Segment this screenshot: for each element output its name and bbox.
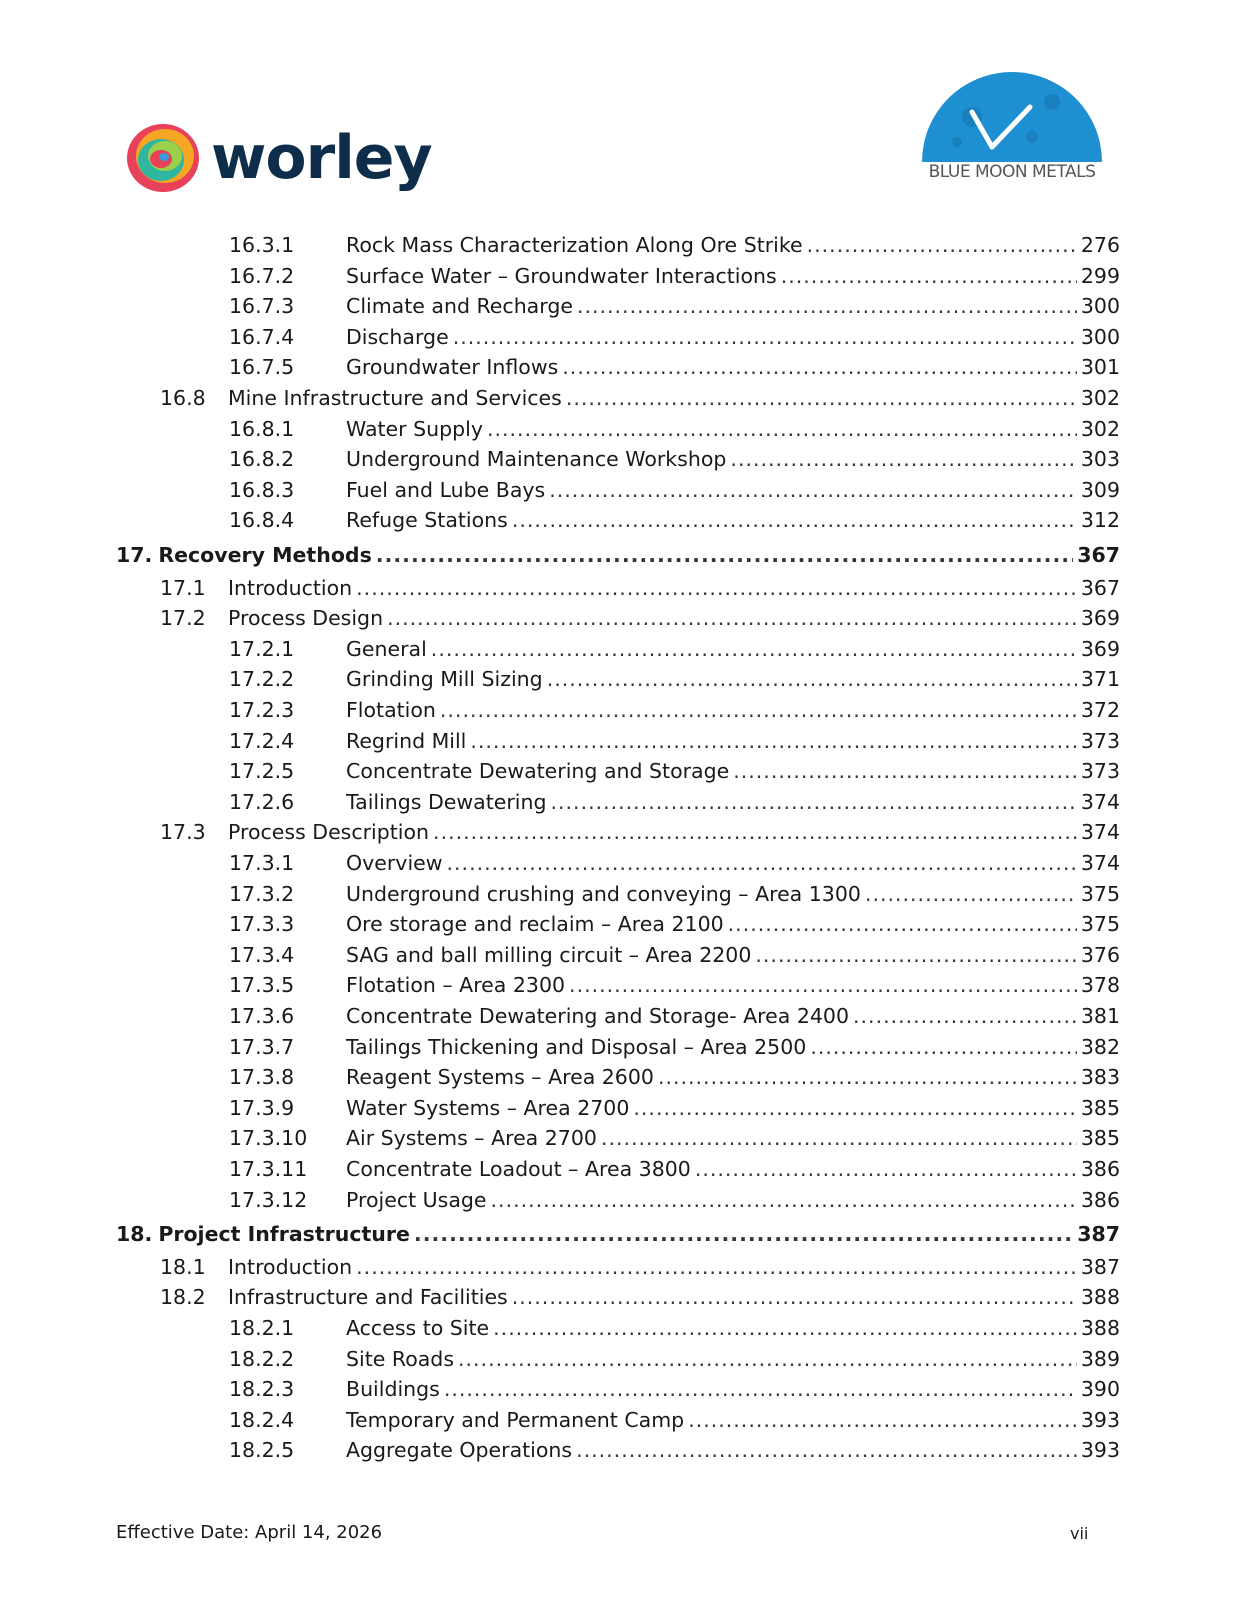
toc-entry[interactable] (160, 1282, 1120, 1312)
toc-dot-leader (512, 1282, 1077, 1312)
toc-entry-title: Rock Mass Characterization Along Ore Strike (346, 233, 803, 257)
toc-entry-number: 18.2 (160, 1285, 206, 1310)
toc-entry[interactable] (229, 756, 1120, 786)
toc-dot-leader (695, 1154, 1077, 1184)
worley-swirl-icon (125, 120, 201, 196)
toc-entry[interactable] (229, 1123, 1120, 1153)
toc-dot-leader (491, 1185, 1077, 1215)
toc-entry-title: Process Design (228, 606, 384, 631)
toc-entry-page: 372 (1080, 698, 1120, 722)
toc-entry-title: Site Roads (346, 1346, 454, 1371)
toc-entry-number: 18.2.3 (229, 1377, 295, 1402)
toc-dot-leader (569, 970, 1077, 1000)
toc-entry-number: 17.2.5 (229, 759, 295, 784)
toc-entry-number: 17.3.10 (229, 1126, 308, 1151)
blue-moon-metals-logo (912, 62, 1112, 192)
toc-dot-leader (688, 1405, 1077, 1435)
toc-entry-title: Temporary and Permanent Camp (346, 1407, 685, 1432)
toc-entry-page: 373 (1080, 728, 1120, 753)
toc-entry-title: Surface Water – Groundwater Interactions (346, 263, 777, 288)
toc-entry-page: 385 (1080, 1095, 1120, 1120)
toc-entry-number: 18.2.2 (229, 1346, 295, 1371)
toc-dot-leader (356, 1252, 1077, 1282)
toc-entry[interactable] (229, 505, 1120, 535)
toc-entry[interactable] (229, 230, 1120, 260)
toc-entry-number: 17.2.3 (229, 698, 295, 722)
toc-entry-number: 17.3.3 (229, 912, 295, 937)
toc-entry-number: 16.8.2 (229, 447, 295, 472)
toc-dot-leader (562, 352, 1077, 382)
toc-entry[interactable] (116, 1219, 1120, 1249)
toc-entry-title: Buildings (346, 1377, 440, 1402)
toc-entry[interactable] (229, 848, 1120, 878)
toc-entry-title: SAG and ball milling circuit – Area 2200 (346, 942, 752, 967)
toc-dot-leader (356, 573, 1077, 603)
toc-entry[interactable] (229, 695, 1120, 725)
toc-entry-title: Climate and Recharge (346, 294, 573, 319)
toc-entry-title: Overview (346, 851, 443, 875)
toc-entry-number: 17.3.5 (229, 973, 295, 998)
toc-dot-leader (566, 383, 1077, 413)
toc-entry-page: 300 (1080, 294, 1120, 319)
toc-entry-title: Underground crushing and conveying – Area 1300 (346, 881, 861, 906)
toc-entry-page: 383 (1080, 1065, 1120, 1090)
toc-dot-leader (458, 1344, 1077, 1374)
toc-entry-title: Access to Site (346, 1316, 490, 1340)
toc-entry-number: 17.3.1 (229, 851, 295, 875)
toc-entry-number: 17.3.11 (229, 1157, 308, 1181)
toc-dot-leader (549, 475, 1077, 505)
toc-entry-page: 375 (1080, 881, 1120, 906)
toc-entry-page: 374 (1080, 820, 1120, 845)
toc-dot-leader (577, 291, 1077, 321)
toc-entry[interactable] (229, 1313, 1120, 1343)
toc-entry-page: 387 (1077, 1222, 1120, 1247)
toc-entry-title: Regrind Mill (346, 728, 467, 753)
toc-entry-title: Reagent Systems – Area 2600 (346, 1065, 654, 1090)
toc-entry-number: 17.3.2 (229, 881, 295, 906)
toc-entry-number: 17.3.7 (229, 1034, 295, 1059)
toc-entry[interactable] (229, 444, 1120, 474)
toc-entry-number: 17.3.6 (229, 1004, 295, 1028)
toc-entry[interactable] (229, 634, 1120, 664)
toc-entry-title: Flotation (346, 698, 436, 722)
toc-entry[interactable] (229, 1374, 1120, 1404)
effective-date: Effective Date: April 14, 2026 (116, 1522, 383, 1543)
toc-entry-page: 387 (1080, 1254, 1120, 1279)
toc-entry-title: Aggregate Operations (346, 1438, 573, 1463)
toc-entry-title: Project Infrastructure (158, 1222, 410, 1247)
toc-entry-number: 17. (116, 543, 153, 567)
toc-entry[interactable] (160, 573, 1120, 603)
toc-dot-leader (853, 1001, 1077, 1031)
toc-dot-leader (493, 1313, 1077, 1343)
toc-entry[interactable] (229, 1062, 1120, 1092)
toc-entry[interactable] (229, 475, 1120, 505)
toc-entry-title: Water Systems – Area 2700 (346, 1095, 630, 1120)
toc-entry-page: 300 (1080, 324, 1120, 349)
toc-entry[interactable] (229, 322, 1120, 352)
toc-entry-title: Concentrate Dewatering and Storage (346, 759, 730, 784)
toc-entry[interactable] (160, 383, 1120, 413)
toc-entry-title: Project Usage (346, 1187, 487, 1212)
toc-dot-leader (728, 909, 1077, 939)
blue-moon-metals-logo-text: BLUE MOON METALS (928, 162, 1096, 182)
toc-entry-title: Groundwater Inflows (346, 355, 559, 380)
toc-entry[interactable] (229, 261, 1120, 291)
toc-dot-leader (730, 444, 1076, 474)
toc-entry-title: Refuge Stations (346, 508, 508, 533)
toc-entry[interactable] (229, 352, 1120, 382)
toc-dot-leader (444, 1374, 1077, 1404)
toc-entry-page: 381 (1080, 1004, 1120, 1028)
toc-entry[interactable] (229, 1185, 1120, 1215)
toc-entry-title: Discharge (346, 324, 449, 349)
toc-entry-page: 309 (1080, 477, 1120, 502)
toc-entry[interactable] (229, 664, 1120, 694)
toc-dot-leader (414, 1219, 1073, 1249)
toc-entry[interactable] (229, 1093, 1120, 1123)
toc-dot-leader (551, 787, 1077, 817)
toc-entry[interactable] (160, 1252, 1120, 1282)
toc-entry[interactable] (160, 603, 1120, 633)
toc-entry-page: 388 (1080, 1285, 1120, 1310)
toc-entry-number: 18.1 (160, 1254, 206, 1279)
toc-entry-title: Air Systems – Area 2700 (346, 1126, 597, 1151)
toc-entry-number: 16.7.4 (229, 324, 295, 349)
toc-dot-leader (807, 230, 1077, 260)
toc-entry-number: 16.8.4 (229, 508, 295, 533)
toc-entry-title: Grinding Mill Sizing (346, 667, 543, 692)
toc-entry-title: Concentrate Loadout – Area 3800 (346, 1157, 691, 1181)
toc-entry-title: Recovery Methods (158, 543, 372, 567)
toc-entry-number: 16.8 (160, 386, 206, 410)
page-number: vii (1070, 1524, 1089, 1543)
toc-entry-page: 388 (1080, 1316, 1120, 1340)
toc-dot-leader (601, 1123, 1077, 1153)
toc-entry[interactable] (229, 879, 1120, 909)
toc-entry-title: Infrastructure and Facilities (228, 1285, 508, 1310)
toc-entry[interactable] (229, 1344, 1120, 1374)
toc-entry-page: 367 (1080, 575, 1120, 600)
blue-moon-icon (912, 62, 1112, 162)
toc-entry-title: Tailings Dewatering (346, 789, 547, 814)
toc-entry-page: 386 (1080, 1187, 1120, 1212)
toc-entry-number: 16.8.3 (229, 477, 295, 502)
toc-entry-number: 18. (116, 1222, 153, 1247)
toc-entry-number: 17.1 (160, 575, 206, 600)
toc-entry-title: Flotation – Area 2300 (346, 973, 566, 998)
toc-entry[interactable] (229, 291, 1120, 321)
toc-dot-leader (376, 540, 1073, 570)
toc-entry-page: 367 (1077, 543, 1120, 567)
toc-entry-title: Ore storage and reclaim – Area 2100 (346, 912, 724, 937)
toc-dot-leader (453, 322, 1077, 352)
toc-entry[interactable] (229, 940, 1120, 970)
toc-entry-title: General (346, 636, 427, 661)
toc-entry-page: 371 (1080, 667, 1120, 692)
toc-entry[interactable] (229, 1154, 1120, 1184)
toc-dot-leader (447, 848, 1077, 878)
toc-entry-number: 17.2.4 (229, 728, 295, 753)
toc-entry-number: 17.2.1 (229, 636, 295, 661)
toc-entry-page: 303 (1080, 447, 1120, 472)
toc-entry-number: 16.8.1 (229, 416, 295, 441)
worley-logo (125, 120, 432, 196)
toc-entry-number: 17.3.12 (229, 1187, 308, 1212)
toc-entry-number: 17.2 (160, 606, 206, 631)
toc-entry-page: 373 (1080, 759, 1120, 784)
toc-entry-page: 312 (1080, 508, 1120, 533)
toc-entry-number: 17.2.2 (229, 667, 295, 692)
toc-dot-leader (387, 603, 1077, 633)
toc-entry-number: 16.7.5 (229, 355, 295, 380)
toc-entry[interactable] (229, 1001, 1120, 1031)
toc-dot-leader (865, 879, 1077, 909)
toc-entry[interactable] (229, 787, 1120, 817)
toc-entry-page: 301 (1080, 355, 1120, 380)
toc-entry-title: Underground Maintenance Workshop (346, 447, 727, 472)
toc-entry-page: 393 (1080, 1438, 1120, 1463)
toc-entry-title: Process Description (228, 820, 430, 845)
toc-entry[interactable] (229, 1405, 1120, 1435)
toc-dot-leader (810, 1032, 1077, 1062)
toc-entry-page: 389 (1080, 1346, 1120, 1371)
toc-dot-leader (547, 664, 1077, 694)
toc-entry[interactable] (160, 817, 1120, 847)
toc-entry[interactable] (229, 970, 1120, 1000)
toc-entry-page: 302 (1080, 386, 1120, 410)
toc-dot-leader (487, 414, 1077, 444)
toc-entry-page: 374 (1080, 851, 1120, 875)
toc-entry-page: 382 (1080, 1034, 1120, 1059)
toc-entry-number: 17.3.4 (229, 942, 295, 967)
toc-entry-page: 375 (1080, 912, 1120, 937)
toc-dot-leader (470, 726, 1076, 756)
toc-entry-title: Tailings Thickening and Disposal – Area 2500 (346, 1034, 807, 1059)
toc-entry-number: 16.7.2 (229, 263, 295, 288)
toc-dot-leader (781, 261, 1077, 291)
worley-logo-text: worley (211, 123, 432, 193)
toc-entry-page: 378 (1080, 973, 1120, 998)
toc-entry-number: 18.2.5 (229, 1438, 295, 1463)
toc-entry[interactable] (229, 726, 1120, 756)
toc-entry[interactable] (229, 1032, 1120, 1062)
toc-entry-number: 18.2.4 (229, 1407, 295, 1432)
toc-entry-page: 374 (1080, 789, 1120, 814)
toc-dot-leader (658, 1062, 1077, 1092)
toc-dot-leader (512, 505, 1077, 535)
toc-dot-leader (633, 1093, 1076, 1123)
toc-dot-leader (440, 695, 1077, 725)
toc-dot-leader (431, 634, 1077, 664)
toc-entry[interactable] (116, 540, 1120, 570)
toc-entry-title: Introduction (228, 1254, 353, 1279)
toc-entry-number: 17.3.9 (229, 1095, 295, 1120)
toc-entry-page: 299 (1080, 263, 1120, 288)
toc-dot-leader (576, 1435, 1077, 1465)
toc-entry-page: 393 (1080, 1407, 1120, 1432)
toc-entry-number: 16.3.1 (229, 233, 295, 257)
toc-entry-page: 376 (1080, 942, 1120, 967)
toc-entry-number: 17.3 (160, 820, 206, 845)
toc-entry[interactable] (229, 414, 1120, 444)
toc-entry-page: 369 (1080, 636, 1120, 661)
toc-entry-title: Concentrate Dewatering and Storage- Area 2400 (346, 1004, 850, 1028)
toc-entry-page: 385 (1080, 1126, 1120, 1151)
toc-entry-number: 17.3.8 (229, 1065, 295, 1090)
toc-entry-number: 18.2.1 (229, 1316, 295, 1340)
toc-entry-number: 16.7.3 (229, 294, 295, 319)
toc-dot-leader (755, 940, 1076, 970)
toc-entry-number: 17.2.6 (229, 789, 295, 814)
toc-entry-page: 369 (1080, 606, 1120, 631)
toc-entry-title: Mine Infrastructure and Services (228, 386, 562, 410)
toc-entry-page: 302 (1080, 416, 1120, 441)
toc-entry-page: 386 (1080, 1157, 1120, 1181)
toc-entry-title: Water Supply (346, 416, 483, 441)
toc-entry-page: 276 (1080, 233, 1120, 257)
toc-dot-leader (733, 756, 1077, 786)
toc-entry-page: 390 (1080, 1377, 1120, 1402)
toc-entry[interactable] (229, 909, 1120, 939)
toc-entry[interactable] (229, 1435, 1120, 1465)
toc-entry-title: Introduction (228, 575, 353, 600)
toc-dot-leader (433, 817, 1077, 847)
toc-entry-title: Fuel and Lube Bays (346, 477, 546, 502)
